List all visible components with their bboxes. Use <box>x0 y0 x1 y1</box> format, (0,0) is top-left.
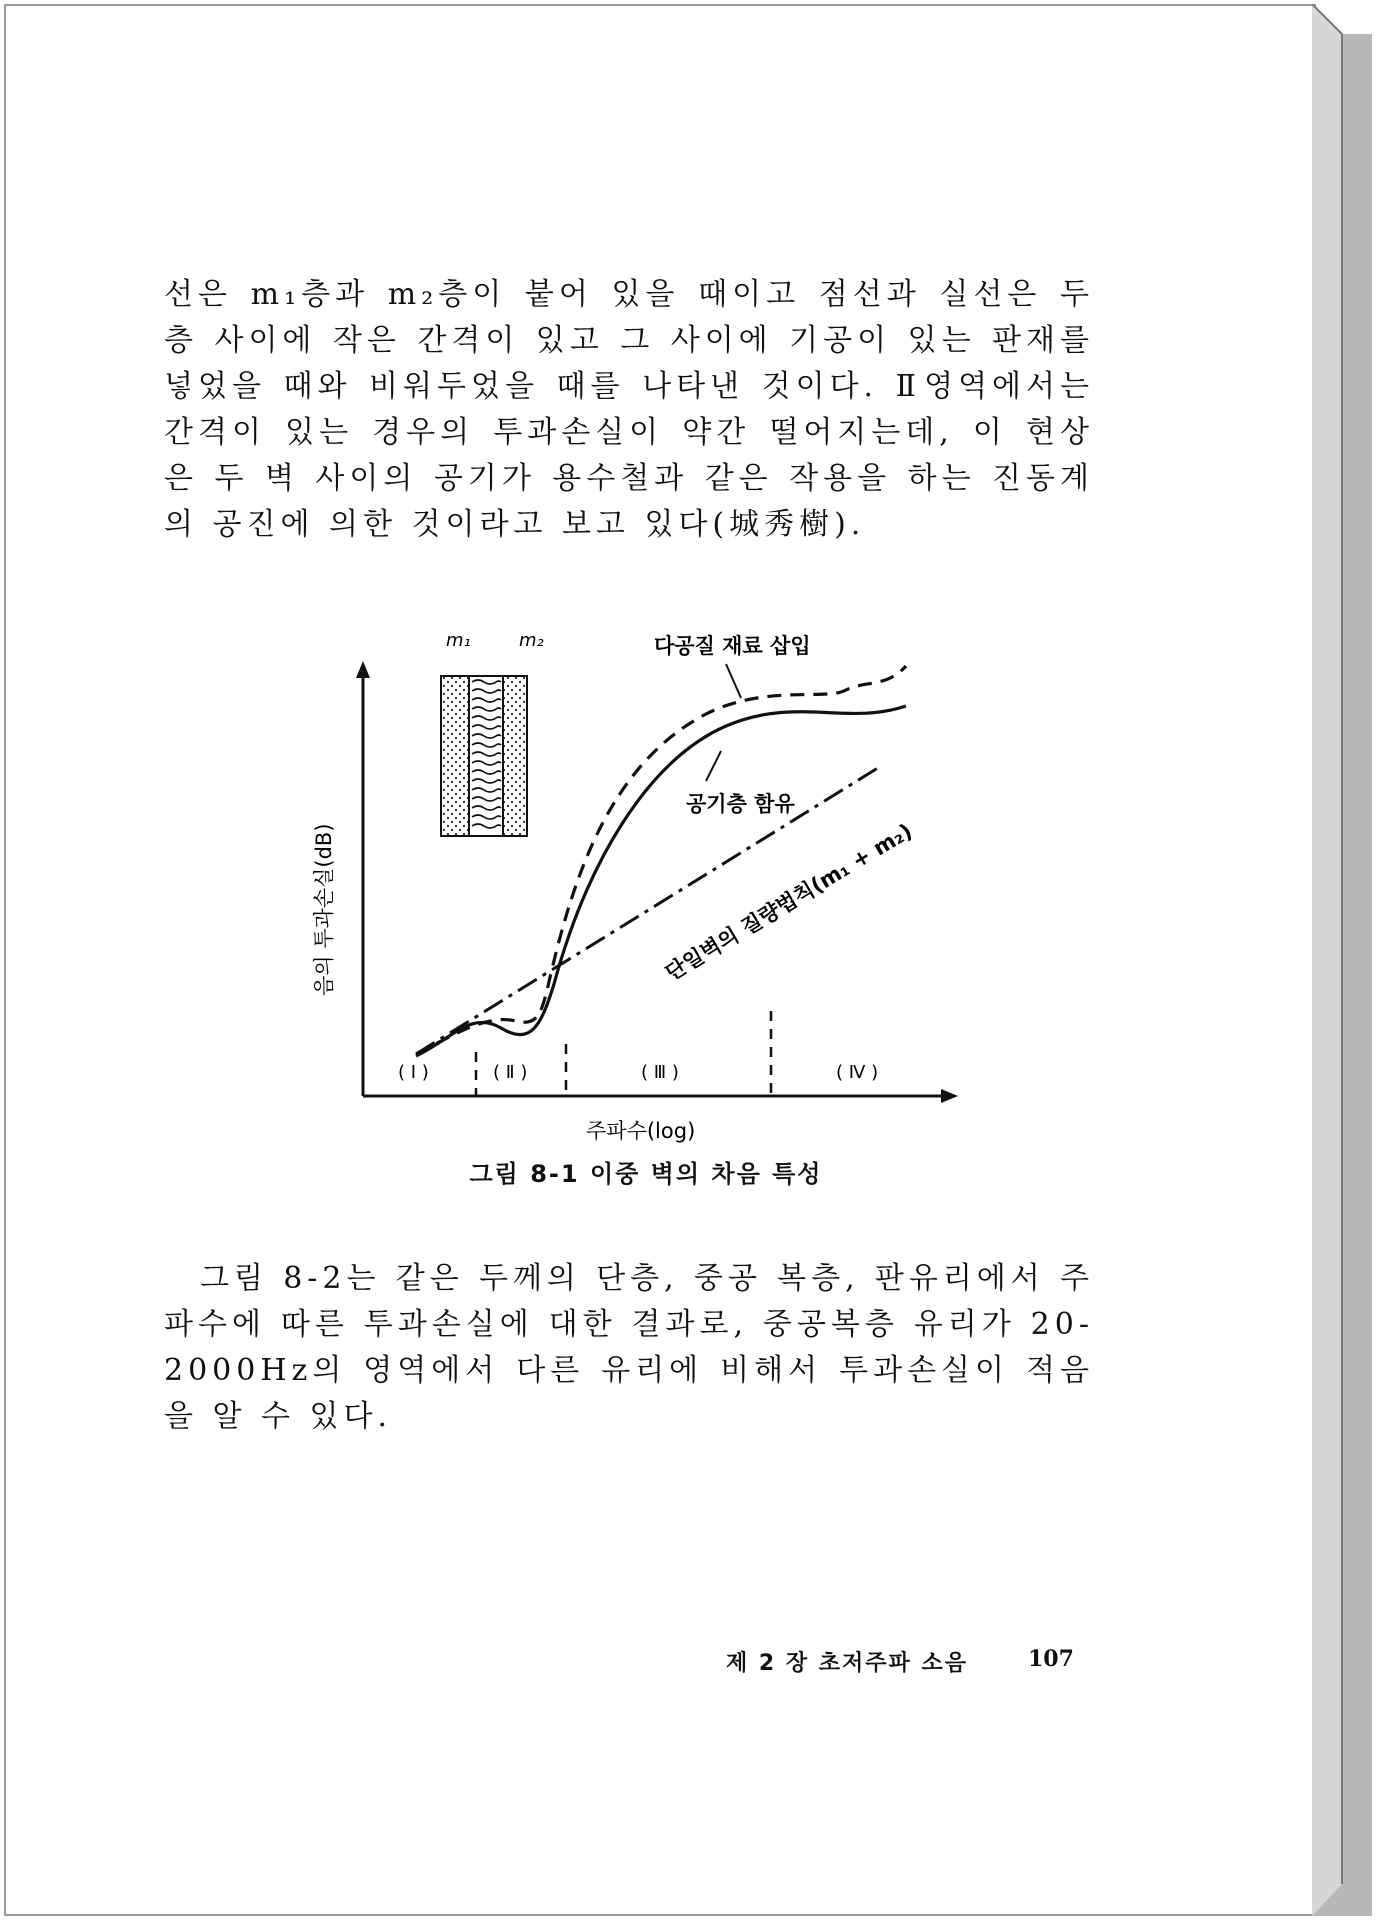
page-stack-edge <box>1312 4 1372 1916</box>
running-head: 제 2 장 초저주파 소음 <box>726 1651 968 1676</box>
label-porous: 다공질 재료 삽입 <box>654 634 811 658</box>
body-paragraph-1: 선은 m₁층과 m₂층이 붙어 있을 때이고 점선과 실선은 두 층 사이에 작은 간격이 있고 그 사이에 기공이 있는 판재를 넣었을 때와 비워두었을 때를 나타낸 것이다. Ⅱ영역에서는 간격이 있는 경우의 투과손실이 약간 떨어지는데, 이 현상은 두 벽 사이의 공기가 용수철과 같은 작용을 하는 진동계의 공진에 의한 것이라고 보고 있다(城秀樹). <box>164 277 1094 542</box>
region-3-label: ( Ⅲ ) <box>641 1062 679 1083</box>
figure-caption: 그림 8-1 이중 벽의 차음 특성 <box>469 1160 823 1188</box>
x-axis-label: 주파수(log) <box>586 1119 696 1143</box>
y-axis-arrow <box>356 661 370 678</box>
y-axis-label: 음의 투과손실(dB) <box>312 823 336 996</box>
label-mass-law: 단일벽의 질량법칙(m₁ + m₂) <box>661 818 917 986</box>
body-paragraph-2: 그림 8-2는 같은 두께의 단층, 중공 복층, 판유리에서 주파수에 따른 투과손실에 대한 결과로, 중공복층 유리가 20-2000Hz의 영역에서 다른 유리에 비해서 투과손실이 적음을 알 수 있다. <box>164 1261 1094 1434</box>
figure-8-1 <box>286 616 986 1146</box>
region-1-label: ( Ⅰ ) <box>398 1062 429 1083</box>
m2-label: m₂ <box>519 630 544 651</box>
double-wall-diagram <box>441 630 544 836</box>
m1-label: m₁ <box>446 630 471 651</box>
label-air-gap: 공기층 함유 <box>686 792 795 816</box>
x-axis-arrow <box>941 1089 958 1103</box>
region-4-label: ( Ⅳ ) <box>836 1062 879 1083</box>
page-number: 107 <box>1028 1646 1074 1672</box>
region-2-label: ( Ⅱ ) <box>493 1062 528 1083</box>
porous-pointer <box>726 664 741 698</box>
book-page <box>4 4 1316 1916</box>
air-pointer <box>706 751 721 781</box>
region-dividers <box>476 1011 771 1096</box>
